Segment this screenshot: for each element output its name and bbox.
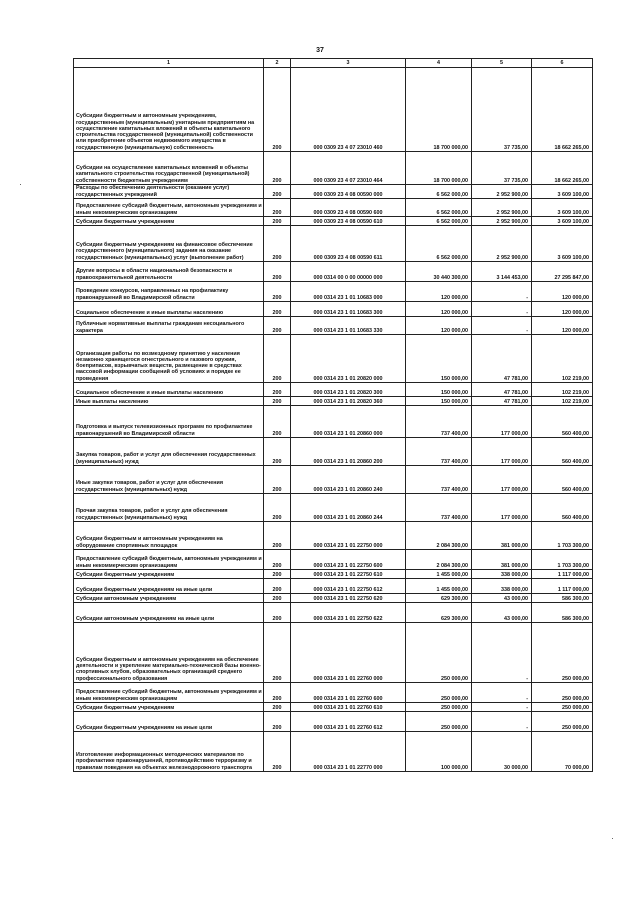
table-row [74, 226, 593, 262]
row-approved-cell: 2 084 300,00 [406, 550, 472, 570]
row-executed-cell: 2 952 900,00 [472, 217, 532, 226]
table-row [74, 594, 593, 603]
row-name-cell: Субсидии бюджетным учреждениям [74, 570, 264, 579]
row-executed-cell: - [472, 623, 532, 683]
table-row [74, 712, 593, 732]
row-classification-cell: 000 0314 23 1 01 22750 620 [291, 594, 406, 603]
row-code-cell: 200 [264, 262, 291, 282]
row-name-cell: Прочая закупка товаров, работ и услуг для обеспечения государственных (муниципальных) нужд [74, 494, 264, 522]
row-executed-cell: 338 000,00 [472, 570, 532, 579]
row-approved-cell: 18 700 000,00 [406, 152, 472, 185]
row-code-cell: 200 [264, 226, 291, 262]
row-executed-cell: 381 000,00 [472, 550, 532, 570]
table-row [74, 623, 593, 683]
row-code-cell: 200 [264, 199, 291, 217]
table-row [74, 282, 593, 302]
row-classification-cell: 000 0314 23 1 01 22750 610 [291, 570, 406, 579]
row-name-cell: Закупка товаров, работ и услуг для обеспечения государственных (муниципальных) нужд [74, 438, 264, 466]
row-name-cell: Субсидии бюджетным и автономным учреждениям, государственным (муниципальным) унитарным предприятиям на осуществление капитальных вложений в объекты капитального строительства государственной (муниципальной) собственности или приобретение объектов недвижимого имущества в государственную (муниципальную) собственность [74, 68, 264, 152]
row-executed-cell: 47 781,00 [472, 335, 532, 383]
row-name-cell: Социальное обеспечение и иные выплаты населению [74, 302, 264, 317]
row-code-cell: 200 [264, 550, 291, 570]
row-remaining-cell: 250 000,00 [532, 623, 593, 683]
row-name-cell: Субсидии автономным учреждениям на иные цели [74, 603, 264, 623]
row-classification-cell: 000 0309 23 4 07 23010 460 [291, 68, 406, 152]
row-classification-cell: 000 0314 23 1 01 20820 000 [291, 335, 406, 383]
table-row [74, 217, 593, 226]
row-name-cell: Субсидии бюджетным учреждениям [74, 703, 264, 712]
table-body [74, 59, 593, 772]
row-approved-cell: 30 440 300,00 [406, 262, 472, 282]
row-classification-cell: 000 0314 00 0 00 00000 000 [291, 262, 406, 282]
row-name-cell: Иные закупки товаров, работ и услуг для обеспечения государственных (муниципальных) нужд [74, 466, 264, 494]
row-code-cell: 200 [264, 317, 291, 335]
table-row [74, 466, 593, 494]
row-executed-cell: 37 735,00 [472, 152, 532, 185]
table-row [74, 438, 593, 466]
row-approved-cell: 250 000,00 [406, 703, 472, 712]
row-approved-cell: 629 300,00 [406, 594, 472, 603]
row-name-cell: Организация работы по возмездному принятию у населения незаконно хранящегося огнестрельного и газового оружия, боеприпасов, взрывчатых веществ, размещение в средствах массовой информации сообщений об условиях и порядке ее проведения [74, 335, 264, 383]
row-executed-cell: 47 781,00 [472, 383, 532, 397]
row-executed-cell: 177 000,00 [472, 494, 532, 522]
row-remaining-cell: 3 609 100,00 [532, 226, 593, 262]
row-code-cell: 200 [264, 494, 291, 522]
row-classification-cell: 000 0309 23 4 08 00590 000 [291, 185, 406, 199]
row-code-cell: 200 [264, 570, 291, 579]
row-classification-cell: 000 0314 23 1 01 20860 244 [291, 494, 406, 522]
row-approved-cell: 250 000,00 [406, 623, 472, 683]
row-name-cell: Субсидии бюджетным учреждениям [74, 217, 264, 226]
row-name-cell: Субсидии на осуществление капитальных вложений в объекты капитального строительства государственной (муниципальной) собственности бюджетным учреждениям [74, 152, 264, 185]
table-row [74, 703, 593, 712]
row-executed-cell: 47 781,00 [472, 397, 532, 406]
row-remaining-cell: 1 703 300,00 [532, 550, 593, 570]
row-approved-cell: 737 400,00 [406, 406, 472, 438]
row-remaining-cell: 3 609 100,00 [532, 217, 593, 226]
page-number: 37 [316, 47, 324, 54]
row-code-cell: 200 [264, 466, 291, 494]
table-row [74, 199, 593, 217]
row-remaining-cell: 70 000,00 [532, 732, 593, 772]
row-executed-cell: 30 000,00 [472, 732, 532, 772]
row-executed-cell: 177 000,00 [472, 466, 532, 494]
row-approved-cell: 250 000,00 [406, 712, 472, 732]
row-code-cell: 200 [264, 335, 291, 383]
row-remaining-cell: 586 300,00 [532, 603, 593, 623]
row-name-cell: Предоставление субсидий бюджетным, автономным учреждениям и иным некоммерческим организациям [74, 550, 264, 570]
row-classification-cell: 000 0314 23 1 01 22750 622 [291, 603, 406, 623]
table-row [74, 185, 593, 199]
table-row [74, 579, 593, 594]
row-classification-cell: 000 0314 23 1 01 20860 000 [291, 406, 406, 438]
row-name-cell: Субсидии автономным учреждениям [74, 594, 264, 603]
table-row [74, 603, 593, 623]
row-classification-cell: 000 0314 23 1 01 10683 000 [291, 282, 406, 302]
row-code-cell: 200 [264, 438, 291, 466]
header-cell-col5: 5 [472, 59, 532, 68]
row-code-cell: 200 [264, 185, 291, 199]
row-code-cell: 200 [264, 302, 291, 317]
row-approved-cell: 6 562 000,00 [406, 185, 472, 199]
header-cell-col2: 2 [264, 59, 291, 68]
row-remaining-cell: 3 609 100,00 [532, 199, 593, 217]
row-approved-cell: 6 562 000,00 [406, 199, 472, 217]
row-code-cell: 200 [264, 383, 291, 397]
row-approved-cell: 120 000,00 [406, 282, 472, 302]
row-remaining-cell: 560 400,00 [532, 494, 593, 522]
row-approved-cell: 250 000,00 [406, 683, 472, 703]
table-row [74, 317, 593, 335]
row-remaining-cell: 560 400,00 [532, 406, 593, 438]
row-executed-cell: - [472, 683, 532, 703]
header-cell-col6: 6 [532, 59, 593, 68]
row-remaining-cell: 1 117 000,00 [532, 570, 593, 579]
row-name-cell: Предоставление субсидий бюджетным, автономным учреждениям и иным некоммерческим организациям [74, 683, 264, 703]
row-classification-cell: 000 0314 23 1 01 22760 600 [291, 683, 406, 703]
table-row [74, 550, 593, 570]
row-executed-cell: 177 000,00 [472, 438, 532, 466]
row-classification-cell: 000 0314 23 1 01 10683 300 [291, 302, 406, 317]
row-executed-cell: - [472, 712, 532, 732]
row-remaining-cell: 120 000,00 [532, 317, 593, 335]
row-name-cell: Другие вопросы в области национальной безопасности и правоохранительной деятельности [74, 262, 264, 282]
row-approved-cell: 150 000,00 [406, 335, 472, 383]
budget-execution-table [73, 58, 593, 772]
row-remaining-cell: 250 000,00 [532, 712, 593, 732]
row-name-cell: Изготовление информационных методических материалов по профилактике правонарушений, противодействию терроризму и правилам поведения на объектах железнодорожного транспорта [74, 732, 264, 772]
header-cell-col4: 4 [406, 59, 472, 68]
table-row [74, 494, 593, 522]
row-name-cell: Публичные нормативные выплаты гражданам несоциального характера [74, 317, 264, 335]
header-cell-col3: 3 [291, 59, 406, 68]
row-name-cell: Субсидии бюджетным учреждениям на иные цели [74, 579, 264, 594]
row-classification-cell: 000 0309 23 4 08 00590 600 [291, 199, 406, 217]
table-row [74, 262, 593, 282]
row-classification-cell: 000 0314 23 1 01 22750 600 [291, 550, 406, 570]
row-remaining-cell: 560 400,00 [532, 466, 593, 494]
row-classification-cell: 000 0314 23 1 01 22770 000 [291, 732, 406, 772]
row-code-cell: 200 [264, 712, 291, 732]
row-remaining-cell: 102 219,00 [532, 383, 593, 397]
row-code-cell: 200 [264, 68, 291, 152]
row-remaining-cell: 250 000,00 [532, 703, 593, 712]
row-name-cell: Субсидии бюджетным и автономным учреждениям на оборудование спортивных площадок [74, 522, 264, 550]
row-code-cell: 200 [264, 406, 291, 438]
row-name-cell: Проведение конкурсов, направленных на профилактику правонарушений во Владимирской области [74, 282, 264, 302]
row-code-cell: 200 [264, 282, 291, 302]
row-approved-cell: 150 000,00 [406, 383, 472, 397]
row-name-cell: Социальное обеспечение и иные выплаты населению [74, 383, 264, 397]
row-code-cell: 200 [264, 522, 291, 550]
scan-speck [612, 838, 613, 839]
row-approved-cell: 737 400,00 [406, 494, 472, 522]
row-remaining-cell: 27 295 847,00 [532, 262, 593, 282]
row-executed-cell: 37 735,00 [472, 68, 532, 152]
row-classification-cell: 000 0314 23 1 01 20860 240 [291, 466, 406, 494]
row-approved-cell: 18 700 000,00 [406, 68, 472, 152]
row-classification-cell: 000 0314 23 1 01 20820 360 [291, 397, 406, 406]
row-executed-cell: 2 952 900,00 [472, 185, 532, 199]
row-name-cell: Подготовка и выпуск телевизионных программ по профилактике правонарушений во Владимирской области [74, 406, 264, 438]
row-executed-cell: - [472, 317, 532, 335]
row-executed-cell: 177 000,00 [472, 406, 532, 438]
table-row [74, 383, 593, 397]
row-executed-cell: - [472, 282, 532, 302]
row-approved-cell: 1 455 000,00 [406, 579, 472, 594]
row-approved-cell: 737 400,00 [406, 466, 472, 494]
row-name-cell: Расходы по обеспечению деятельности (оказание услуг) государственных учреждений [74, 185, 264, 199]
row-remaining-cell: 120 000,00 [532, 302, 593, 317]
row-approved-cell: 2 084 300,00 [406, 522, 472, 550]
row-classification-cell: 000 0314 23 1 01 22750 612 [291, 579, 406, 594]
row-executed-cell: - [472, 703, 532, 712]
row-name-cell: Субсидии бюджетным учреждениям на финансовое обеспечение государственного (муниципального) задания на оказание государственных (муниципальных) услуг (выполнение работ) [74, 226, 264, 262]
table-row [74, 397, 593, 406]
scan-speck [20, 184, 21, 185]
row-remaining-cell: 18 662 265,00 [532, 152, 593, 185]
table-row [74, 302, 593, 317]
row-remaining-cell: 560 400,00 [532, 438, 593, 466]
row-code-cell: 200 [264, 623, 291, 683]
row-name-cell: Субсидии бюджетным и автономным учреждениям на обеспечение деятельности и укрепление материально-технической базы военно-спортивных клубов, образовательных организаций среднего профессионального образования [74, 623, 264, 683]
table-row [74, 522, 593, 550]
row-name-cell: Предоставление субсидий бюджетным, автономным учреждениям и иным некоммерческим организациям [74, 199, 264, 217]
header-cell-col1: 1 [74, 59, 264, 68]
row-approved-cell: 1 455 000,00 [406, 570, 472, 579]
row-code-cell: 200 [264, 217, 291, 226]
row-name-cell: Субсидии бюджетным учреждениям на иные цели [74, 712, 264, 732]
row-classification-cell: 000 0309 23 4 08 00590 610 [291, 217, 406, 226]
row-classification-cell: 000 0314 23 1 01 22760 612 [291, 712, 406, 732]
table-row [74, 335, 593, 383]
row-name-cell: Иные выплаты населению [74, 397, 264, 406]
row-executed-cell: 2 952 900,00 [472, 226, 532, 262]
row-code-cell: 200 [264, 683, 291, 703]
row-classification-cell: 000 0309 23 4 08 00590 611 [291, 226, 406, 262]
row-executed-cell: - [472, 302, 532, 317]
row-approved-cell: 150 000,00 [406, 397, 472, 406]
row-classification-cell: 000 0314 23 1 01 22760 000 [291, 623, 406, 683]
row-remaining-cell: 120 000,00 [532, 282, 593, 302]
row-executed-cell: 338 000,00 [472, 579, 532, 594]
row-code-cell: 200 [264, 152, 291, 185]
row-approved-cell: 6 562 000,00 [406, 226, 472, 262]
table-row [74, 683, 593, 703]
row-classification-cell: 000 0314 23 1 01 10683 330 [291, 317, 406, 335]
row-classification-cell: 000 0314 23 1 01 22750 000 [291, 522, 406, 550]
row-code-cell: 200 [264, 703, 291, 712]
row-remaining-cell: 18 662 265,00 [532, 68, 593, 152]
row-approved-cell: 629 300,00 [406, 603, 472, 623]
row-code-cell: 200 [264, 732, 291, 772]
row-remaining-cell: 1 703 300,00 [532, 522, 593, 550]
table-header-row [74, 59, 593, 68]
row-remaining-cell: 250 000,00 [532, 683, 593, 703]
row-approved-cell: 120 000,00 [406, 317, 472, 335]
row-executed-cell: 43 000,00 [472, 603, 532, 623]
row-executed-cell: 2 952 900,00 [472, 199, 532, 217]
row-classification-cell: 000 0314 23 1 01 22760 610 [291, 703, 406, 712]
row-approved-cell: 120 000,00 [406, 302, 472, 317]
row-classification-cell: 000 0314 23 1 01 20860 200 [291, 438, 406, 466]
row-remaining-cell: 586 300,00 [532, 594, 593, 603]
table-row [74, 152, 593, 185]
table-row [74, 570, 593, 579]
row-executed-cell: 43 000,00 [472, 594, 532, 603]
table-row [74, 68, 593, 152]
row-code-cell: 200 [264, 579, 291, 594]
row-code-cell: 200 [264, 397, 291, 406]
table-row [74, 732, 593, 772]
row-approved-cell: 6 562 000,00 [406, 217, 472, 226]
row-approved-cell: 100 000,00 [406, 732, 472, 772]
row-code-cell: 200 [264, 594, 291, 603]
row-classification-cell: 000 0309 23 4 07 23010 464 [291, 152, 406, 185]
row-remaining-cell: 102 219,00 [532, 335, 593, 383]
row-executed-cell: 3 144 453,00 [472, 262, 532, 282]
row-remaining-cell: 102 219,00 [532, 397, 593, 406]
row-code-cell: 200 [264, 603, 291, 623]
table-row [74, 406, 593, 438]
row-approved-cell: 737 400,00 [406, 438, 472, 466]
row-classification-cell: 000 0314 23 1 01 20820 300 [291, 383, 406, 397]
row-executed-cell: 381 000,00 [472, 522, 532, 550]
row-remaining-cell: 1 117 000,00 [532, 579, 593, 594]
row-remaining-cell: 3 609 100,00 [532, 185, 593, 199]
